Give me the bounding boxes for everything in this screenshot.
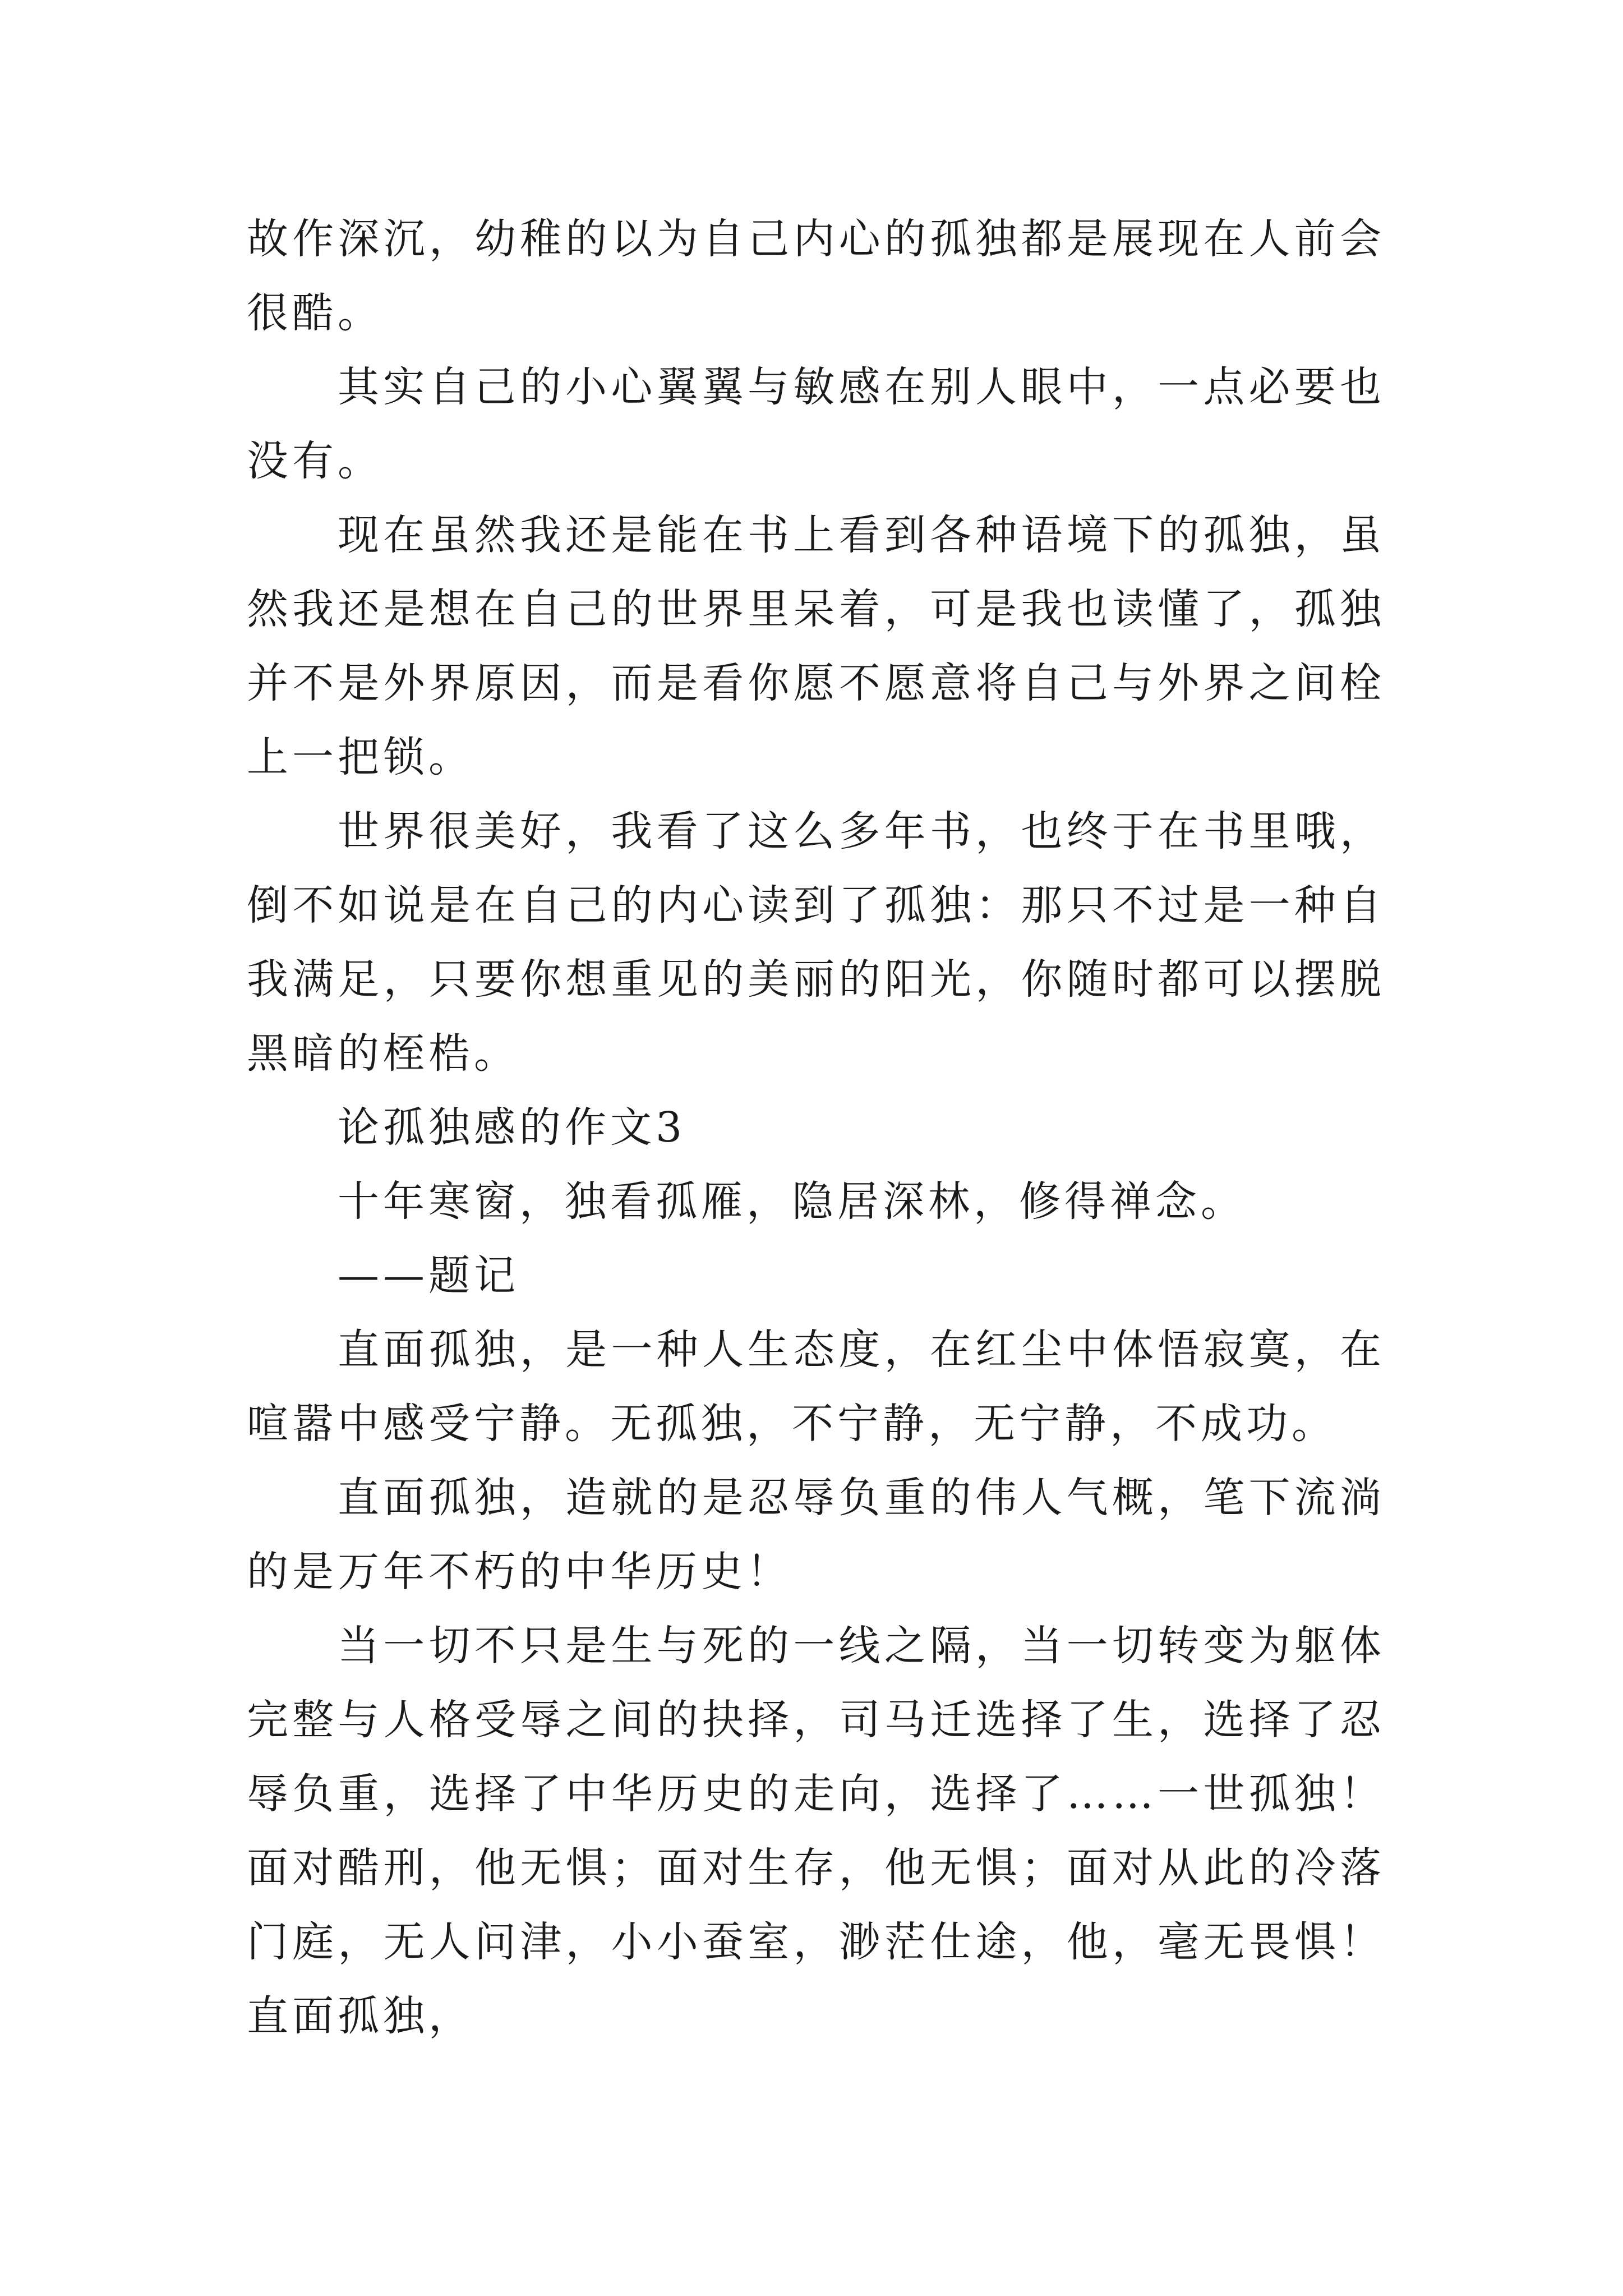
paragraph-continuation: 故作深沉，幼稚的以为自己内心的孤独都是展现在人前会很酷。 xyxy=(247,215,1385,337)
paragraph: 其实自己的小心翼翼与敏感在别人眼中，一点必要也没有。 xyxy=(247,363,1385,485)
paragraph: 直面孤独，造就的是忍辱负重的伟人气概，笔下流淌的是万年不朽的中华历史！ xyxy=(247,1474,1385,1596)
document-body xyxy=(247,202,1385,2053)
paragraph: 世界很美好，我看了这么多年书，也终于在书里哦，倒不如说是在自己的内心读到了孤独：那只不过是一种自我满足，只要你想重见的美丽的阳光，你随时都可以摆脱黑暗的桎梏。 xyxy=(247,807,1385,1078)
epigraph-attribution: ——题记 xyxy=(338,1251,519,1300)
paragraph: 直面孤独，是一种人生态度，在红尘中体悟寂寞，在喧嚣中感受宁静。无孤独，不宁静，无宁静，不成功。 xyxy=(247,1326,1385,1448)
paragraph: 现在虽然我还是能在书上看到各种语境下的孤独，虽然我还是想在自己的世界里呆着，可是我也读懂了，孤独并不是外界原因，而是看你愿不愿意将自己与外界之间栓上一把锁。 xyxy=(247,511,1385,781)
epigraph: 十年寒窗，独看孤雁，隐居深林，修得禅念。 xyxy=(338,1177,1246,1226)
essay-title: 论孤独感的作文3 xyxy=(338,1103,686,1152)
paragraph: 当一切不只是生与死的一线之隔，当一切转变为躯体完整与人格受辱之间的抉择，司马迁选择了生，选择了忍辱负重，选择了中华历史的走向，选择了……一世孤独！面对酷刑，他无惧；面对生存，他无惧；面对从此的冷落门庭，无人问津，小小蚕室，渺茫仕途，他，毫无畏惧！直面孤独， xyxy=(247,1622,1385,2040)
